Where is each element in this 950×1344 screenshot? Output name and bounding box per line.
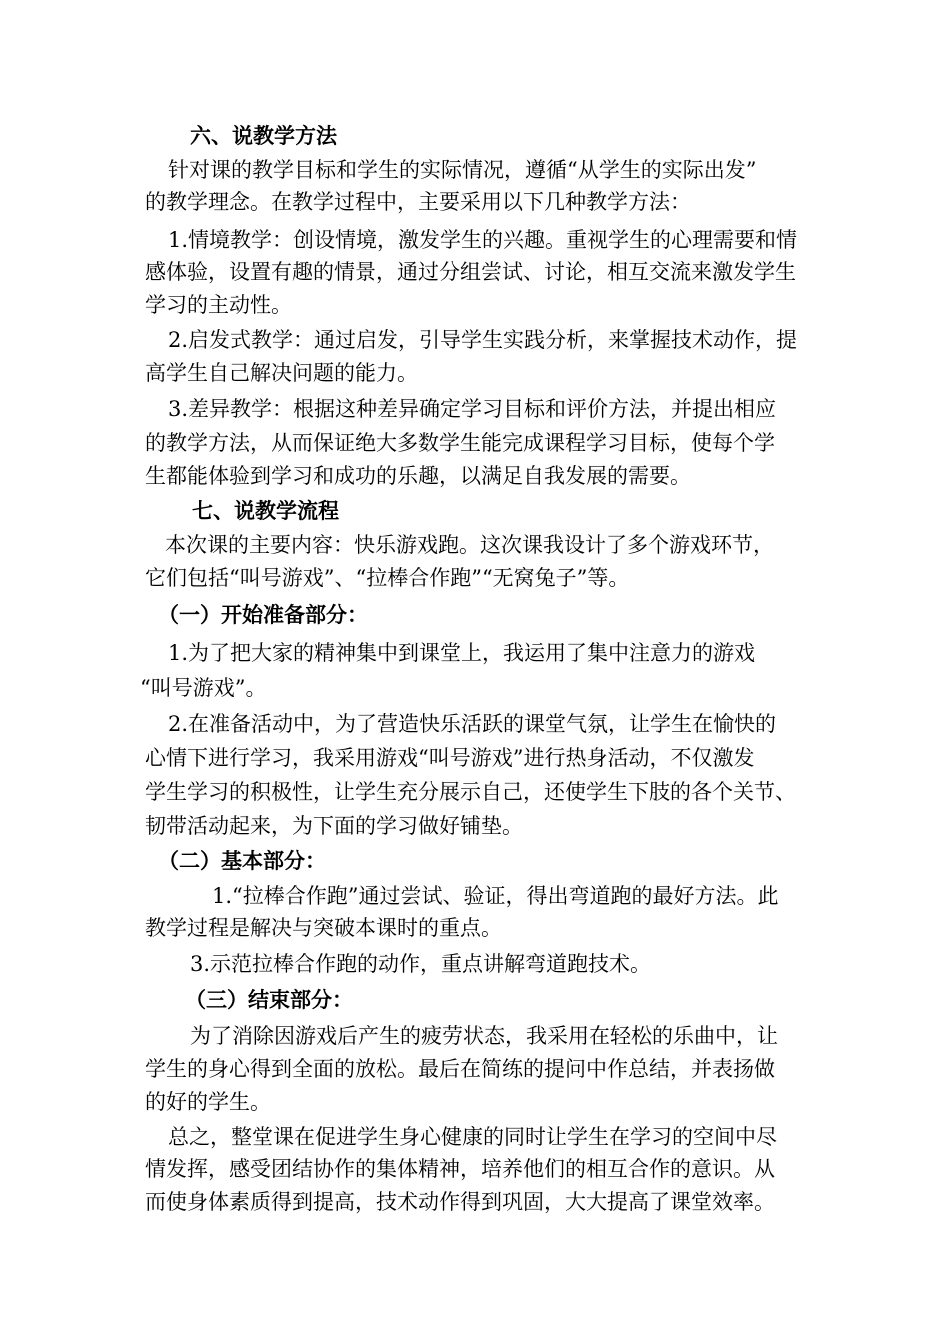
paragraph-line: 1.“拉棒合作跑”通过尝试、验证，得出弯道跑的最好方法。此 bbox=[212, 884, 779, 908]
paragraph-line: “叫号游戏”。 bbox=[140, 676, 267, 700]
paragraph-line: 情发挥，感受团结协作的集体精神，培养他们的相互合作的意识。从 bbox=[145, 1157, 775, 1181]
paragraph-line: 的教学理念。在教学过程中，主要采用以下几种教学方法： bbox=[145, 190, 691, 214]
paragraph-line: 针对课的教学目标和学生的实际情况，遵循“从学生的实际出发” bbox=[168, 158, 757, 182]
paragraph-line: 的教学方法，从而保证绝大多数学生能完成课程学习目标，使每个学 bbox=[145, 431, 775, 455]
paragraph-line: 学生学习的积极性，让学生充分展示自己，还使学生下肢的各个关节、 bbox=[145, 780, 796, 804]
paragraph-line: 总之，整堂课在促进学生身心健康的同时让学生在学习的空间中尽 bbox=[168, 1125, 777, 1149]
paragraph-line: 2.在准备活动中，为了营造快乐活跃的课堂气氛，让学生在愉快的 bbox=[168, 712, 777, 736]
paragraph-line: 高学生自己解决问题的能力。 bbox=[145, 361, 418, 385]
paragraph-line: 1.为了把大家的精神集中到课堂上，我运用了集中注意力的游戏 bbox=[168, 641, 756, 665]
paragraph-line: 3.差异教学：根据这种差异确定学习目标和评价方法，并提出相应 bbox=[168, 397, 777, 421]
paragraph-line: 的好的学生。 bbox=[145, 1090, 271, 1114]
paragraph-line: 3.示范拉棒合作跑的动作，重点讲解弯道跑技术。 bbox=[190, 952, 652, 976]
subsection-heading-basic-part: （二）基本部分： bbox=[158, 848, 326, 873]
section-heading-teaching-process: 七、说教学流程 bbox=[192, 498, 339, 523]
paragraph-line: 生都能体验到学习和成功的乐趣，以满足自我发展的需要。 bbox=[145, 464, 691, 488]
paragraph-line: 教学过程是解决与突破本课时的重点。 bbox=[145, 916, 502, 940]
subsection-heading-ending-part: （三）结束部分： bbox=[185, 987, 353, 1012]
paragraph-line: 学习的主动性。 bbox=[145, 293, 292, 317]
paragraph-line: 学生的身心得到全面的放松。最后在简练的提问中作总结，并表扬做 bbox=[145, 1057, 775, 1081]
subsection-heading-preparation: （一）开始准备部分： bbox=[158, 602, 368, 627]
paragraph-line: 1.情境教学：创设情境，激发学生的兴趣。重视学生的心理需要和情 bbox=[168, 228, 798, 252]
paragraph-line: 韧带活动起来，为下面的学习做好铺垫。 bbox=[145, 814, 523, 838]
paragraph-line: 它们包括“叫号游戏”、“拉棒合作跑”“无窝兔子”等。 bbox=[145, 566, 630, 590]
section-heading-teaching-methods: 六、说教学方法 bbox=[190, 123, 337, 148]
paragraph-line: 而使身体素质得到提高，技术动作得到巩固，大大提高了课堂效率。 bbox=[145, 1190, 775, 1214]
paragraph-line: 为了消除因游戏后产生的疲劳状态，我采用在轻松的乐曲中，让 bbox=[190, 1024, 778, 1048]
paragraph-line: 2.启发式教学：通过启发，引导学生实践分析，来掌握技术动作，提 bbox=[168, 328, 798, 352]
paragraph-line: 本次课的主要内容：快乐游戏跑。这次课我设计了多个游戏环节， bbox=[165, 533, 774, 557]
paragraph-line: 心情下进行学习，我采用游戏“叫号游戏”进行热身活动，不仅激发 bbox=[145, 746, 755, 770]
paragraph-line: 感体验，设置有趣的情景，通过分组尝试、讨论，相互交流来激发学生 bbox=[145, 260, 796, 284]
